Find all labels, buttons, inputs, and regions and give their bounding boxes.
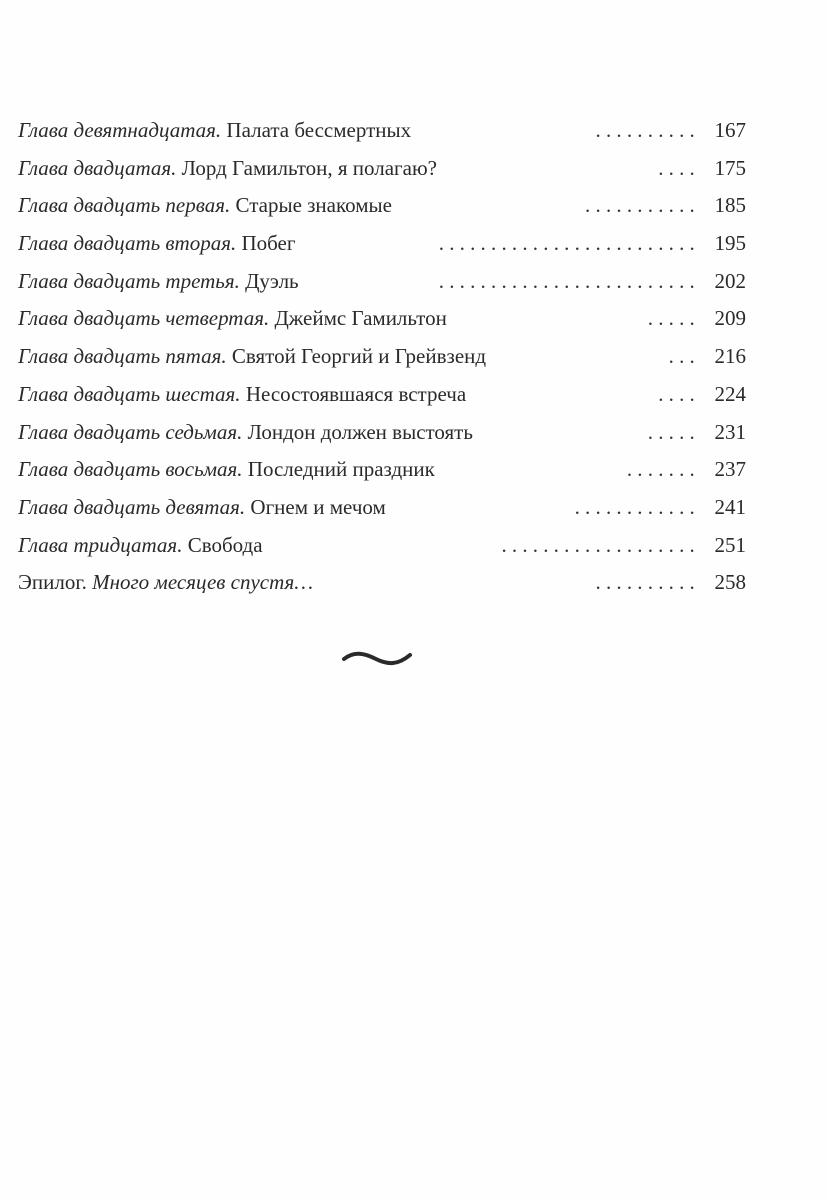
page-number: 202 bbox=[714, 268, 746, 293]
chapter-number-label: Глава двадцать четвертая. bbox=[18, 306, 270, 331]
chapter-title: Побег bbox=[236, 231, 296, 256]
chapter-title: Джеймс Гамильтон bbox=[269, 306, 447, 331]
toc-entry bbox=[18, 150, 746, 188]
dot-leader: .......... bbox=[595, 118, 700, 142]
toc-entry-title bbox=[18, 338, 486, 376]
epilogue-title: Много месяцев спустя… bbox=[86, 570, 313, 595]
toc-entry bbox=[18, 414, 746, 452]
chapter-number-label: Глава двадцать шестая. bbox=[18, 381, 241, 406]
toc-entry-title bbox=[18, 376, 466, 414]
page-number: 216 bbox=[714, 344, 746, 369]
dot-leader: ..... bbox=[647, 419, 700, 444]
toc-entry-title bbox=[18, 489, 386, 527]
chapter-number-label: Глава двадцать восьмая. bbox=[18, 457, 243, 482]
dot-leader: ......................... bbox=[438, 231, 700, 256]
page-number: 224 bbox=[714, 381, 746, 406]
toc-entry-title bbox=[18, 564, 313, 602]
chapter-title: Лондон должен выстоять bbox=[242, 419, 473, 444]
toc-entry bbox=[18, 263, 746, 301]
chapter-title: Огнем и мечом bbox=[245, 494, 386, 519]
page-number: 195 bbox=[714, 231, 746, 256]
table-of-contents bbox=[18, 112, 746, 602]
toc-entry-title bbox=[18, 451, 435, 489]
chapter-number-label: Глава двадцать седьмая. bbox=[18, 419, 243, 444]
chapter-title: Святой Георгий и Грейвзенд bbox=[226, 344, 487, 369]
chapter-title: Свобода bbox=[182, 532, 263, 557]
page-number: 185 bbox=[714, 193, 746, 218]
chapter-title: Палата бессмертных bbox=[221, 118, 412, 142]
dot-leader: ................... bbox=[501, 532, 700, 557]
dot-leader: ......................... bbox=[438, 268, 700, 293]
chapter-number-label: Глава двадцать первая. bbox=[18, 193, 231, 218]
dot-leader: .... bbox=[658, 381, 700, 406]
toc-entry bbox=[18, 527, 746, 565]
dot-leader: .......... bbox=[595, 570, 700, 595]
toc-entry bbox=[18, 451, 746, 489]
page-number: 258 bbox=[714, 570, 746, 595]
page-number: 231 bbox=[714, 419, 746, 444]
chapter-title: Несостоявшаяся встреча bbox=[240, 381, 467, 406]
chapter-number-label: Глава двадцатая. bbox=[18, 155, 177, 180]
toc-entry bbox=[18, 300, 746, 338]
dot-leader: ............ bbox=[574, 494, 700, 519]
chapter-title: Лорд Гамильтон, я полагаю? bbox=[176, 155, 437, 180]
toc-entry-title bbox=[18, 150, 437, 188]
chapter-number-label: Глава девятнадцатая. bbox=[18, 118, 222, 142]
dot-leader: ..... bbox=[647, 306, 700, 331]
chapter-number-label: Глава тридцатая. bbox=[18, 532, 183, 557]
page-number: 251 bbox=[714, 532, 746, 557]
page-number: 209 bbox=[714, 306, 746, 331]
chapter-number-label: Глава двадцать вторая. bbox=[18, 231, 237, 256]
dot-leader: ... bbox=[668, 344, 700, 369]
page-number: 175 bbox=[714, 155, 746, 180]
epilogue-label: Эпилог. bbox=[18, 570, 87, 595]
page-number: 237 bbox=[714, 457, 746, 482]
toc-entry-title bbox=[18, 527, 263, 565]
toc-entry-title bbox=[18, 414, 473, 452]
toc-entry-title bbox=[18, 187, 392, 225]
toc-entry-title bbox=[18, 300, 447, 338]
page-number: 167 bbox=[714, 118, 746, 142]
chapter-title: Дуэль bbox=[239, 268, 299, 293]
chapter-title: Последний праздник bbox=[242, 457, 435, 482]
dot-leader: ....... bbox=[626, 457, 700, 482]
toc-entry bbox=[18, 489, 746, 527]
toc-entry bbox=[18, 112, 746, 150]
toc-entry bbox=[18, 376, 746, 414]
chapter-number-label: Глава двадцать девятая. bbox=[18, 494, 246, 519]
toc-entry bbox=[18, 225, 746, 263]
toc-entry-title bbox=[18, 225, 295, 263]
dot-leader: .... bbox=[658, 155, 700, 180]
decorative-swash-ornament bbox=[342, 645, 412, 673]
dot-leader: ........... bbox=[585, 193, 700, 218]
chapter-number-label: Глава двадцать пятая. bbox=[18, 344, 227, 369]
page-number: 241 bbox=[714, 494, 746, 519]
toc-entry-title bbox=[18, 112, 411, 150]
toc-entry-epilogue bbox=[18, 564, 746, 602]
chapter-title: Старые знакомые bbox=[230, 193, 392, 218]
toc-entry-title bbox=[18, 263, 299, 301]
toc-entry bbox=[18, 187, 746, 225]
toc-entry bbox=[18, 338, 746, 376]
chapter-number-label: Глава двадцать третья. bbox=[18, 268, 240, 293]
